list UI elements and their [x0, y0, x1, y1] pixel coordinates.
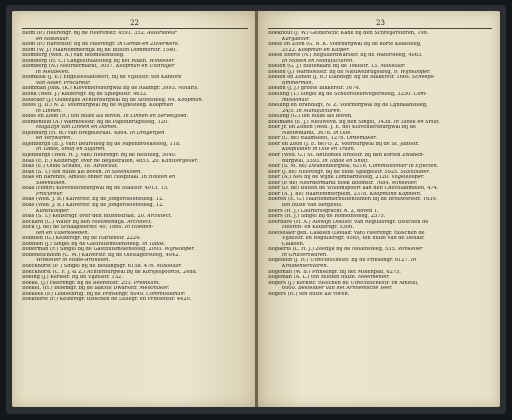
entry-text: Boderman (F.) Singel bij de Gasthuismolensteeg. 2093.: [22, 247, 165, 253]
entry-occupation: Architect.: [147, 214, 173, 220]
entry-text: Boeke, (J.) Heerengr. bij de Beerenstr. 253.: [22, 280, 134, 286]
entry-text: Boelmans (E. J.) Nieuwevd. bij den Singel, 1438.: [268, 119, 394, 125]
entry-text: Bogers (J.) Kerkstr. tusschen de Utrechtschestr. en Amstel,: [268, 280, 419, 286]
entry-text: Boelen (G. J.) Buitenkant bij de Toelistr. 13.: [268, 64, 381, 70]
entry-text: Blom (P.) Heerengr. bij de Heerenstr. 4591. 352.: [22, 31, 146, 36]
entry-occupation: Besteldier van het Arnhemsche Veer.: [298, 286, 393, 292]
entry-text: Boekees (P.) Leidsebrug. bij de Prinsengr. 6049.: [22, 291, 147, 297]
entry-text: Boekhout (J. W.) Gelderschc Kade bij den Schreijerstoren, 196.: [268, 31, 429, 36]
entry-text: Boelen en Zonen (J. R.) Elandsgr. bij de Bikkerstr. 166s.: [268, 75, 412, 81]
entry-occupation: Ordemaker.: [346, 136, 377, 142]
entry-occupation: In Hoeden-: [124, 225, 154, 231]
entry-text: Blonk (Wed. J.) Keizersgr. bij de Spiegelstr. 4632.: [22, 92, 148, 98]
entry-text: Boas (E.) Oude Schans, 18.: [22, 164, 94, 170]
entry-text: Nieuwmarkt, 3678.: [282, 130, 334, 136]
entry-text: Boelling (G.) ten huize als boven.: [268, 114, 353, 120]
entry-occupation: Commissionair in Effecten.: [369, 164, 439, 170]
entry-text: Bögeman (W. B.) Prinsengr. bij het Molenpad, 6275.: [268, 269, 401, 275]
entry-text: Boele en Zoon (G. N. K. Voorburgwal bij de korte Kolksteeg,: [268, 42, 422, 48]
entry-text: Heeren- en Keizersgr. 5306.: [282, 225, 354, 231]
entry-text: Boer (S. M. de) Zwanenburgwal, 6216.: [268, 164, 370, 170]
entry-text: Boas (Wed. J. B.) Kalverstr. bij de Jongeroelensteeg, 12.: [22, 202, 164, 208]
entry-occupation: In: [410, 258, 417, 264]
entry-occupation: Steenkolen.: [36, 180, 67, 186]
entry-occupation: Predikant.: [133, 280, 161, 286]
entry-text: Vijzelstr. en Reguliersgr. 4585, ten huize van de Douair.: [282, 236, 425, 242]
entry-text: Boer Jr. en Zonen (Wed. J. E. de) Kloveniersburgwal bij de: [268, 125, 417, 131]
entry-occupation: In Manufacturen.: [296, 108, 342, 114]
entry-occupation: timmerman.: [282, 80, 314, 86]
entry-occupation: Assuradeur: [145, 31, 177, 36]
entry-text: Boers (H. J.) Laurierssgracht N. 2, boven 1.: [268, 208, 379, 214]
header-rule: [22, 28, 248, 29]
entry-text: Boer en Zoon (J. E. de) O. Z. Voorburgwal bij de St. Jansstr.: [268, 141, 420, 147]
entry-text: Boer (Wed. G.) St. Anthonies Breestr. bij den korten Zwanen-: [268, 153, 425, 159]
entry-text: Boelling en Brandligt, N. Z. Voorburgwal bij de Lijnbaansteeg,: [268, 103, 428, 109]
entry-text: Bögehold (J. H.) Utrechtschestr. bij de Prinsengr. 6127.: [268, 258, 411, 264]
entry-occupation: Koopmand Kapitein.: [369, 191, 422, 197]
entry-text: Bogers (H.) ten huize als voren.: [268, 291, 350, 297]
entry-text: 6000.: [282, 286, 299, 292]
entry-occupation: Com-: [413, 92, 427, 98]
entry-text: Blom (P.) Hartenstr. bij de Heerengr.: [22, 42, 118, 48]
entry-text: Bock (J. de) de Schaapsterstr. 40, 1860.: [22, 225, 125, 231]
entry-text: Boele Boeris (N.) Regulierdwarsstr. bij de Watersteeg, 4063.: [268, 53, 423, 59]
entry-occupation: Makelaar.: [380, 64, 406, 70]
entry-text: Boer (D. de) Buiten de Willemspoort aan den Chocoladmolen, 474.: [268, 186, 439, 192]
entry-occupation: ten en Vlaerkleeden.: [36, 230, 90, 236]
page-number: 23: [376, 19, 385, 27]
entry-text: Bijenburgh (B. J. van) Beursteeg bij de Papenbroeksteeg, 118.: [22, 141, 181, 147]
entry-text: Calkoen.: [282, 241, 305, 247]
entry-occupation: Koopluiden in Olie en Traan.: [282, 147, 356, 153]
entry-occupation: Magazijn van Linnen en Dames.: [36, 125, 118, 131]
entry-occupation: in Linnen.: [36, 108, 62, 114]
entry-text: Boer (J. de) Heerengr. bij de oude Spiegelstr. 5925.: [268, 169, 401, 175]
entry-occupation: in Meubelen.: [36, 69, 70, 75]
entry-list: [268, 31, 493, 297]
entry-text: Boer (P. de) Noordermarkt hoek Boomstr. 7684.: [268, 180, 392, 186]
entry-occupation: Koopman en Uitdrager: [115, 64, 175, 70]
entry-text: Boer (C. de) Raamsloot, 1276.: [268, 136, 347, 142]
entry-occupation: Vogelkooper.: [391, 175, 425, 181]
entry-text: Boas (Wed. J. B.) Kalverstr. bij de Jongeroelensteeg. 12.: [22, 197, 164, 203]
entry-occupation: Architect.: [127, 219, 153, 225]
entry-occupation: Meelmenier.: [358, 275, 390, 281]
entry-occupation: Makelaar.: [156, 263, 183, 269]
entry-text: Blomkolk (J. E.) Engelsestadswerf, bij de Vijzelstr. ten Kantore: [22, 75, 182, 81]
entry-occupation: In Gemdi-en Zilverwerk.: [117, 42, 180, 48]
entry-text: ten huize van Bergbuis.: [282, 202, 343, 208]
entry-occupation: en Makelaar.: [36, 36, 70, 42]
book-spread: [6, 5, 506, 414]
entry-text: Boeckhorst (P. ) Singel bij de Beulingsgr. 6158. 476.: [22, 263, 157, 269]
entry-occupation: In Tabak en Snuif.: [393, 119, 441, 125]
entry-text: Bloos (J. D.) N. Z. Voorburgwal bij de Wijdesteeg.: [22, 103, 150, 109]
entry-occupation: Winkelier: [149, 58, 174, 64]
entry-text: Bloos en Zoon (R.) ten huize als boven.: [22, 114, 124, 120]
entry-occupation: In Houten en: [141, 175, 176, 181]
left-page: [12, 11, 256, 407]
entry-occupation: Wijnkooper.: [400, 69, 431, 75]
entry-text: Boas en Barends, Amstel onder het Hospitaal.: [22, 175, 142, 181]
entry-occupation: Commissionair.: [146, 291, 186, 297]
entry-occupation: Kruideniersvaren.: [282, 263, 329, 269]
entry-text: Boas (S. T.) ten huize als boven.: [22, 169, 105, 175]
entry-occupation: Scheeps-: [411, 75, 435, 81]
directory-entry: [22, 297, 249, 303]
entry-text: Boer (A.) Nes bij de wijde Lombardsteeg, 2120.: [268, 175, 392, 181]
entry-text: Blom (W. J.) Haarlemmerdijk bij de Buiten Dommerstr. 1540.: [22, 47, 177, 53]
entry-text: Boelen (J.) Warmoesstr. bij de Nieuwebrugsteeg, 9.: [268, 69, 401, 75]
entry-text: Boelen (J. J.) groote Bikkerstr. 1674.: [268, 86, 361, 92]
entry-text: Boeren (E. G.) Haarlemmerbuitentuinen bij de Brouwersstr. 1639.: [268, 197, 438, 203]
entry-occupation: Stalhouder.: [400, 169, 430, 175]
entry-text: Bogaerts (L. H. J.) Zeedijk bij de Molensteeg, 535.: [268, 247, 398, 253]
entry-occupation: Koopman: [149, 103, 174, 109]
entry-occupation: In Linnen en Servetgoed.: [123, 114, 189, 120]
entry-text: Bijenburgh (Wed. H. J. van) Heerengr. bij de Beisteeg, 5040.: [22, 153, 177, 159]
entry-occupation: In Drogerijen: [129, 130, 165, 136]
entry-occupation: In Tabak, Snuif en Sigaren.: [36, 147, 106, 153]
right-page: [258, 11, 500, 407]
entry-occupation: in Grutterswaren.: [282, 252, 328, 258]
entry-occupation: In Steenkolen.: [104, 169, 142, 175]
entry-text: Boeing (J.) Kerkstr. bij de Vijzelstr. 132.: [22, 275, 123, 281]
entry-text: Boerhave (H. A.) Alewijn Doelstr. van Reguliersgr. tusschen de: [268, 219, 429, 225]
entry-occupation: Wijnkooper.: [164, 247, 195, 253]
entry-text: Boetselaer gen. Calkoen (Douair. van) Heerengr. tusschen de: [268, 230, 425, 236]
entry-occupation: Koopman en Kuiper.: [298, 47, 350, 53]
entry-text: Boas (Henri) Kloveniersburgwal bij de Staalstr. 4013. 15.: [22, 186, 169, 192]
entry-occupation: Melkmaker.: [139, 286, 170, 292]
entry-occupation: In Moden en Manufacturen.: [282, 58, 354, 64]
entry-text: Boddien (G.) Keizersgr. bij de Hartenstr. 2224.: [22, 236, 141, 242]
entry-text: Bögeman (A. L.) ten zelfden huize.: [268, 275, 359, 281]
entry-occupation: Kantoorgeller.: [161, 158, 199, 164]
entry-text: Boas (E. E.) Keizersgr. over de Beijestraten, 4853. 20.: [22, 158, 162, 164]
entry-occupation: en Verfwaren.: [36, 136, 72, 142]
header-rule: [268, 28, 492, 29]
page-number: 22: [130, 19, 139, 27]
entry-text: Bloocker (J.) Oudezijds Achterburgwal bij de Stoofsteeg. 64.: [22, 97, 178, 103]
entry-text: Bijenburg (H. W.) van Bregelstraat. 4864.: [22, 130, 130, 136]
entry-text: Bockard (C.) Water bij den Nieuwendijk.: [22, 219, 128, 225]
entry-text: Blomberg (H. C.) Langestraatsteeg bij het Rokin.: [22, 58, 150, 64]
entry-occupation: In Tabak en Snuif.: [322, 158, 369, 164]
entry-text: burgwal, 3393.: [282, 158, 323, 164]
entry-occupation: Winkelier in Mode-Artikelen.: [36, 258, 111, 264]
entry-text: Blomman Johk. (K.) Kloveniersburgwal bij de Raamgr. 3993. Notaris.: [22, 86, 199, 92]
entry-occupation: van Asser. Procureur.: [36, 80, 91, 86]
entry-text: Boelling (T.) Singel bij de Schoorsteenvegersteeg, 3250.: [268, 92, 414, 98]
entry-text: Blomberg (N.) Noordermarkt, 3057.: [22, 64, 116, 70]
entry-occupation: Procureur.: [36, 191, 64, 197]
entry-text: Boers (H. J.) Singel bij de Romeinsteeg, 2375.: [268, 214, 386, 220]
entry-occupation: Advocaat.: [93, 164, 119, 170]
entry-text: Blumenfeld (A.) Warmoesstr. bij de Papenbrugsteeg, 120.: [22, 119, 169, 125]
entry-text: Boas (S. T.) Keizersgr. over den Rozenstraat. 20.: [22, 214, 148, 220]
entry-occupation: In Tabak.: [142, 241, 166, 247]
entry-occupation: Kunstkooper.: [36, 208, 70, 214]
entry-text: Boekhorst (F.) Keizersgr. tusschen de Leliegr. en Prinsenstr. 4420.: [22, 297, 192, 303]
entry-text: Blomberg (Wed. A.) van Bosmolensteeg.: [22, 53, 125, 59]
entry-text: Boekel, (H.) Bloemgr. bij de laatste Dwarsstr.: [22, 286, 140, 292]
entry-text: Bodeneschleim (C. M.) Kalverstr. bij de Oleslagersteeg, 4042.: [22, 252, 180, 258]
entry-occupation: Winkelier: [397, 247, 423, 253]
entry-text: Boer (A. J. de) Haarlemmerplein, 2378.: [268, 191, 370, 197]
entry-occupation: In Olie.: [333, 130, 352, 136]
entry-occupation: Kargadoor.: [282, 36, 311, 42]
entry-text: 2122.: [282, 47, 299, 53]
entry-text: Boeckhorst (C. F. J. & Z.) Achterburgwal bij de Korsjespoortst. 2488.: [22, 269, 198, 275]
entry-occupation: missionair.: [282, 97, 310, 103]
entry-occupation: Winkelier.: [391, 180, 418, 186]
entry-list: [22, 31, 249, 303]
entry-text: 24/5.: [282, 108, 297, 114]
entry-text: Boddien (J.) Singel bij de Gasthuismolensteeg.: [22, 241, 143, 247]
entry-occupation: Koopman.: [177, 97, 204, 103]
directory-entry: [268, 292, 493, 298]
